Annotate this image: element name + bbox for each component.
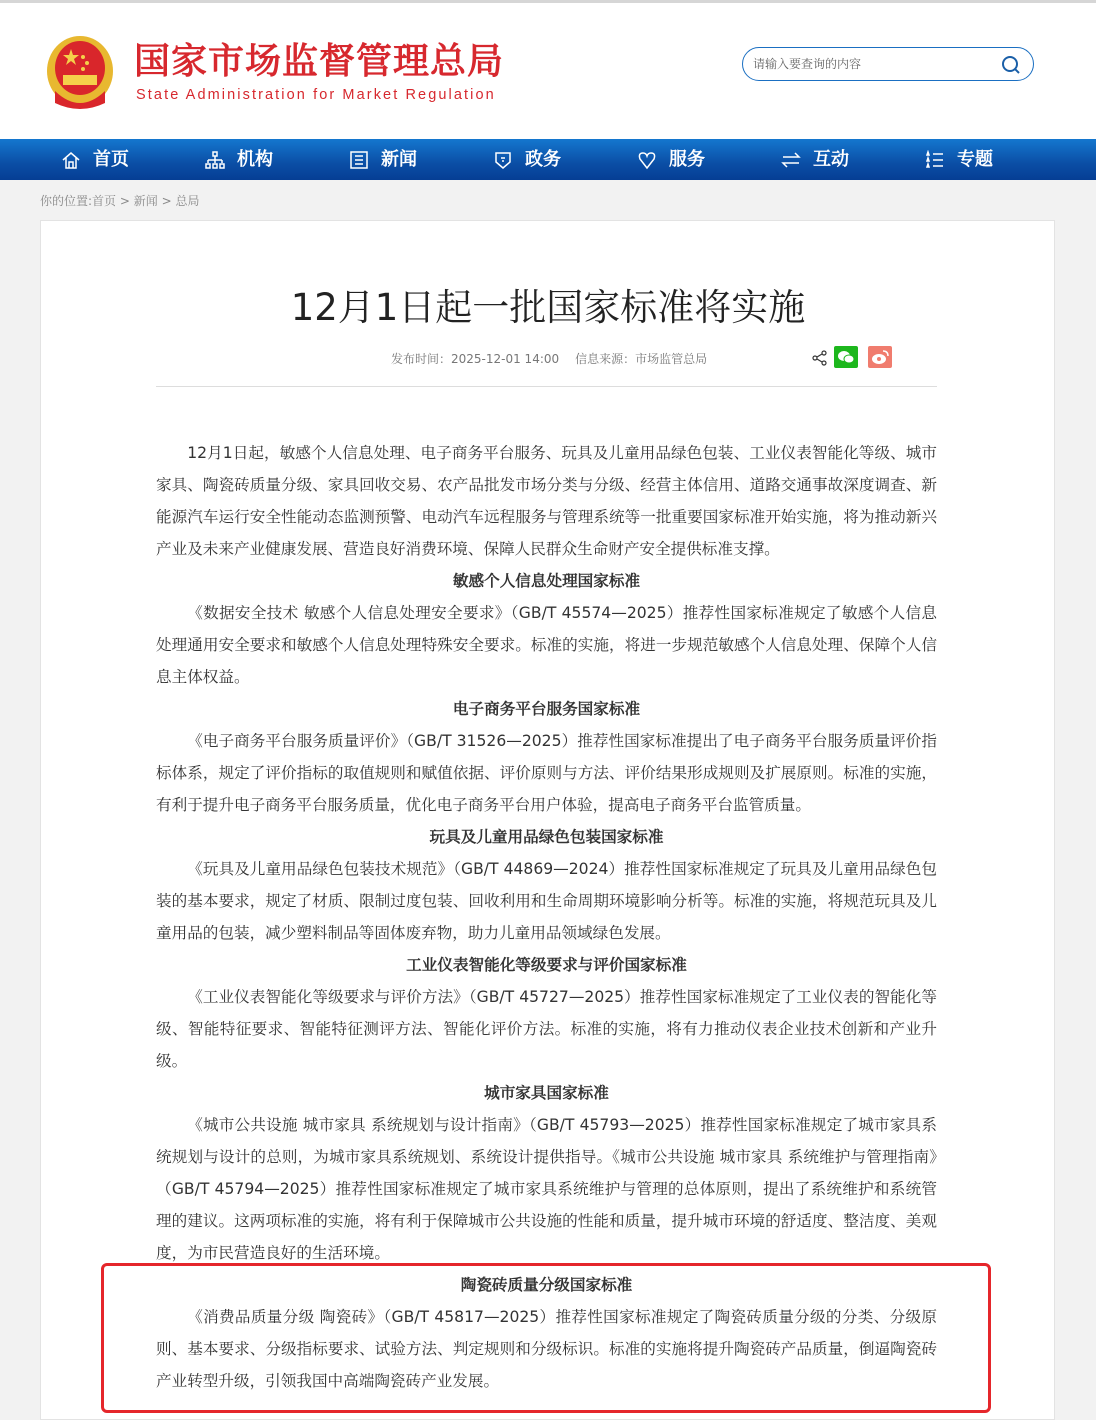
- intro-paragraph: 12月1日起，敏感个人信息处理、电子商务平台服务、玩具及儿童用品绿色包装、工业仪表智能化等级、城市家具、陶瓷砖质量分级、家具回收交易、农产品批发市场分类与分级、经营主体信用、道路交通事故深度调查、新能源汽车运行安全性能动态监测预警、电动汽车远程服务与管理系统等一批重要国家标准开始实施，将为推动新兴产业及未来产业健康发展、营造良好消费环境、保障人民群众生命财产安全提供标准支撑。: [156, 444, 937, 558]
- breadcrumb-home[interactable]: 首页: [92, 194, 117, 208]
- search-icon[interactable]: [1001, 55, 1021, 75]
- nav-label: 机构: [237, 148, 273, 170]
- article-title: 12月1日起一批国家标准将实施: [290, 286, 806, 329]
- section-heading: 敏感个人信息处理国家标准: [452, 572, 641, 590]
- nav-label: 服务: [669, 148, 705, 170]
- shield-icon: [493, 150, 513, 170]
- section-paragraph: 《城市公共设施 城市家具 系统规划与设计指南》（GB/T 45793—2025）推荐性国家标准规定了城市家具系统规划与设计的总则，为城市家具系统规划、系统设计提供指导。《城市公共设施 城市家具 系统维护与管理指南》（GB/T 45794—2025）推荐性国家标准规定了城市家具系统维护与管理的总体原则，提出了系统维护和系统管理的建议。这两项标准的实施，将有利于保障城市公共设施的性能和质量，提升城市环境的舒适度、整洁度、美观度，为市民营造良好的生活环境。: [156, 1116, 937, 1262]
- exchange-icon: [781, 150, 801, 170]
- wechat-share-icon[interactable]: [834, 346, 858, 368]
- section-paragraph: 《数据安全技术 敏感个人信息处理安全要求》（GB/T 45574—2025）推荐性国家标准规定了敏感个人信息处理通用安全要求和敏感个人信息处理特殊安全要求。标准的实施，将进一步规范敏感个人信息处理、保障个人信息主体权益。: [156, 604, 937, 686]
- highlight-box: [101, 1263, 991, 1413]
- logo-chinese: 国家市场监督管理总局: [134, 41, 505, 82]
- logo-english: State Administration for Market Regulation: [136, 87, 496, 103]
- section-heading: 城市家具国家标准: [484, 1084, 609, 1102]
- search-input[interactable]: [742, 47, 1034, 81]
- news-icon: [349, 150, 369, 170]
- search-placeholder: 请输入要查询的内容: [753, 57, 862, 71]
- site-header: [0, 3, 1096, 139]
- article-body: [156, 437, 937, 1397]
- section-heading: 玩具及儿童用品绿色包装国家标准: [429, 828, 664, 846]
- divider: [156, 386, 937, 387]
- section-paragraph: 《玩具及儿童用品绿色包装技术规范》（GB/T 44869—2024）推荐性国家标准规定了玩具及儿童用品绿色包装的基本要求，规定了材质、限制过度包装、回收利用和生命周期环境影响分析等。标准的实施，将规范玩具及儿童用品的包装，减少塑料制品等固体废弃物，助力儿童用品领域绿色发展。: [156, 860, 937, 942]
- nav-topic[interactable]: [925, 139, 993, 180]
- breadcrumb-sep: >: [157, 194, 176, 208]
- section-paragraph: 《消费品质量分级 陶瓷砖》（GB/T 45817—2025）推荐性国家标准规定了陶瓷砖质量分级的分类、分级原则、基本要求、分级指标要求、试验方法、判定规则和分级标识。标准的实施将提升陶瓷砖产品质量，倒逼陶瓷砖产业转型升级，引领我国中高端陶瓷砖产业发展。: [156, 1308, 937, 1390]
- heart-icon: [637, 150, 657, 170]
- nav-label: 专题: [957, 148, 993, 170]
- section-paragraph: 《电子商务平台服务质量评价》（GB/T 31526—2025）推荐性国家标准提出了电子商务平台服务质量评价指标体系，规定了评价指标的取值规则和赋值依据、评价原则与方法、评价结果形成规则及扩展原则。标准的实施，有利于提升电子商务平台服务质量，优化电子商务平台用户体验，提高电子商务平台监管质量。: [156, 732, 937, 814]
- list-icon: [925, 150, 945, 170]
- nav-news[interactable]: [349, 139, 417, 180]
- nav-org[interactable]: [205, 139, 273, 180]
- nav-label: 政务: [525, 148, 561, 170]
- nav-label: 首页: [93, 148, 129, 170]
- article-source: 信息来源：市场监管总局: [575, 352, 708, 366]
- share-icon[interactable]: [812, 350, 828, 366]
- breadcrumb: [40, 194, 199, 208]
- publish-time: 发布时间：2025-12-01 14:00: [391, 352, 560, 366]
- nav-gov[interactable]: [493, 139, 561, 180]
- breadcrumb-bureau[interactable]: 总局: [175, 194, 200, 208]
- nav-service[interactable]: [637, 139, 705, 180]
- home-icon: [61, 150, 81, 170]
- nav-label: 互动: [813, 148, 849, 170]
- section-heading: 工业仪表智能化等级要求与评价国家标准: [406, 956, 687, 974]
- weibo-share-icon[interactable]: [868, 346, 892, 368]
- section-paragraph: 《工业仪表智能化等级要求与评价方法》（GB/T 45727—2025）推荐性国家标准规定了工业仪表的智能化等级、智能特征要求、智能特征测评方法、智能化评价方法。标准的实施，将有力推动仪表企业技术创新和产业升级。: [156, 988, 937, 1070]
- nav-interact[interactable]: [781, 139, 849, 180]
- org-icon: [205, 150, 225, 170]
- breadcrumb-prefix: 你的位置:: [40, 194, 93, 208]
- section-heading: 电子商务平台服务国家标准: [452, 700, 641, 718]
- breadcrumb-news[interactable]: 新闻: [133, 194, 158, 208]
- breadcrumb-sep: >: [116, 194, 134, 208]
- main-nav: [0, 139, 1096, 180]
- nav-label: 新闻: [381, 148, 417, 170]
- section-heading: 陶瓷砖质量分级国家标准: [460, 1276, 633, 1294]
- nav-home[interactable]: [61, 139, 129, 180]
- article-meta: [391, 351, 723, 367]
- national-emblem-icon: [45, 35, 115, 111]
